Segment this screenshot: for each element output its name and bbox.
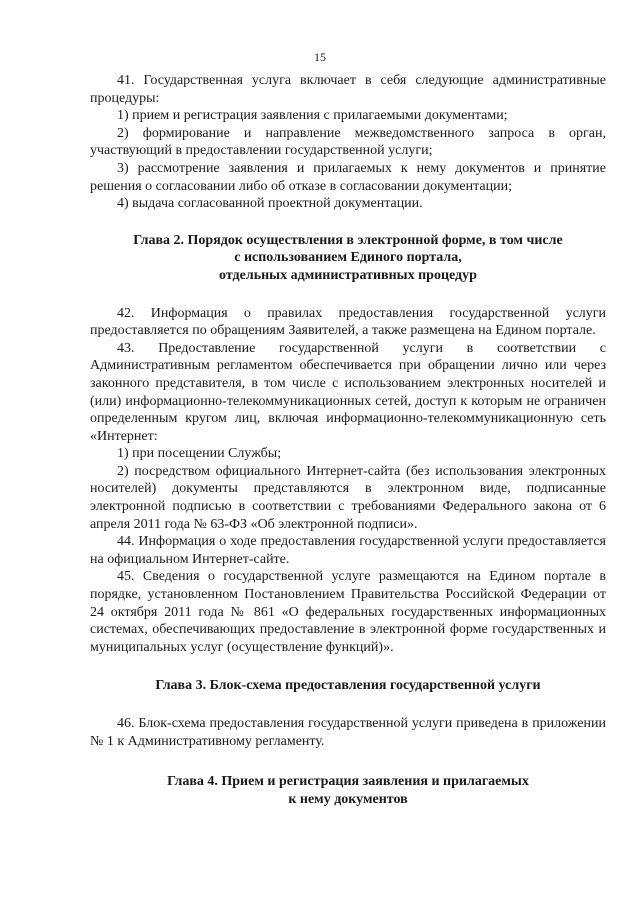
paragraph-42: 42. Информация о правилах предоставления государственной услуги предоставляется по обращениям Заявителей, а также размещена на Едином портале. [90,305,606,339]
list-item: 4) выдача согласованной проектной документации. [117,196,423,212]
paragraph-43: 43. Предоставление государственной услуги в соответствии с Административным регламентом обеспечивается при обращении лично или через законного представителя, в том числе с использованием электронных носителей и (или) информационно-телекоммуникационных сетей, доступ к которым не ограничен определенным кругом лиц, включая информационно-телекоммуникационную сеть «Интернет: [90,340,606,444]
heading-line: Глава 4. Прием и регистрация заявления и прилагаемых [167,774,529,790]
chapter-3-heading: Глава 3. Блок-схема предоставления государственной услуги [155,678,541,694]
heading-line: к нему документов [288,791,408,807]
paragraph-41: 41. Государственная услуга включает в себя следующие административные процедуры: [90,73,606,106]
paragraph-43-item-1: 1) при посещении Службы; [117,446,282,462]
chapter-4-heading [90,773,606,808]
chapter-2-heading [90,232,606,285]
paragraph-43-item-2: 2) посредством официального Интернет-сайта (без использования электронных носителей) документы представляются в электронном виде, подписанные электронной подписью в соответствии с требованиями Федерального закона от 6 апреля 2011 года № 63-ФЗ «Об электронной подписи». [90,463,606,532]
heading-line: Глава 2. Порядок осуществления в электронной форме, в том числе [133,232,563,248]
paragraph-45: 45. Сведения о государственной услуге размещаются на Едином портале в порядке, установленном Постановлением Правительства Российской Федерации от 24 октября 2011 года № 861 «О федеральных государственных информационных системах, обеспечивающих предоставление в электронной форме государственных и муниципальных услуг (осуществление функций)». [90,569,606,655]
list-item: 3) рассмотрение заявления и прилагаемых к нему документов и принятие решения о согласовании либо об отказе в согласовании документации; [90,160,606,194]
heading-line: отдельных административных процедур [219,267,477,283]
heading-line: с использованием Единого портала, [234,250,462,266]
list-item: 2) формирование и направление межведомственного запроса в орган, участвующий в предоставлении государственной услуги; [90,125,606,159]
page-number: 15 [314,50,326,64]
document-body [90,72,606,808]
list-item: 1) прием и регистрация заявления с прилагаемыми документами; [117,108,508,124]
paragraph-46: 46. Блок-схема предоставления государственной услуги приведена в приложении № 1 к Административному регламенту. [90,716,606,749]
paragraph-44: 44. Информация о ходе предоставления государственной услуги предоставляется на официальном Интернет-сайте. [90,534,606,567]
